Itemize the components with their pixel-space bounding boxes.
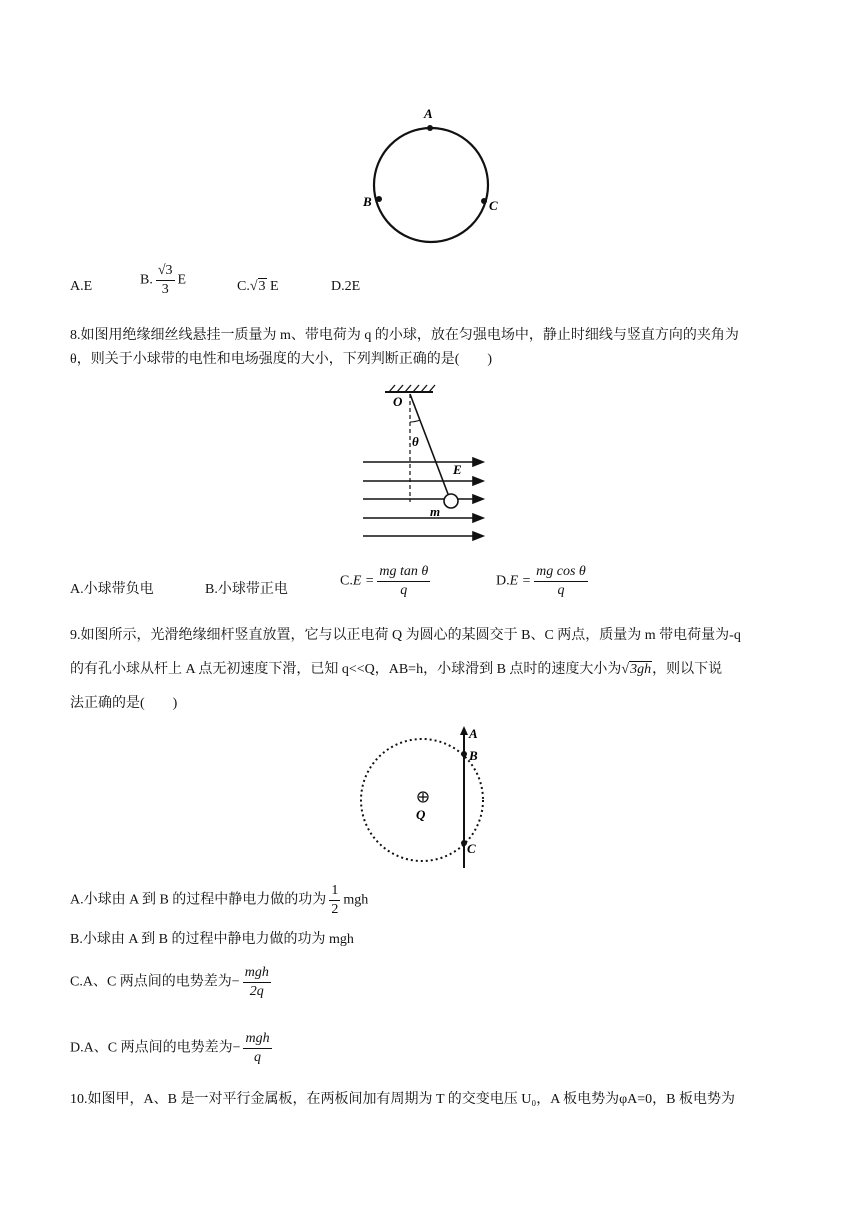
- q9-rod-arrow: [460, 726, 468, 735]
- q9-option-a[interactable]: A.小球由 A 到 B 的过程中静电力做的功为 $\frac{1}{2}$ mgh: [70, 883, 369, 917]
- q8-angle-arc: [410, 420, 420, 422]
- q7-circle: [374, 128, 488, 242]
- q8-option-c[interactable]: C.E = $\frac{\text{mg tan θ}}{q}$: [340, 564, 429, 598]
- q9-option-a-fraction: $\frac{1}{2}$: [331, 883, 339, 917]
- q7-point-c: [481, 198, 487, 204]
- q8-label-m: m: [430, 504, 441, 519]
- q8-label-o: O: [393, 394, 403, 409]
- q8-option-a[interactable]: A.小球带负电: [70, 582, 154, 597]
- q10-stem-line1: 10.如图甲，A、B 是一对平行金属板，在两板间加有周期为 T 的交变电压 U₀，A 板电势为φA=0，B 板电势为: [70, 1092, 735, 1107]
- q7-circle-figure: [350, 100, 520, 250]
- q9-label-a: A: [469, 726, 478, 741]
- q8-option-b[interactable]: B.小球带正电: [205, 582, 288, 597]
- q7-option-b-fraction: $\frac{√3}{3}$: [157, 263, 173, 297]
- q7-label-c: C: [489, 198, 498, 213]
- q7-option-c-sqrt: √3: [249, 279, 266, 294]
- q8-label-theta: θ: [412, 434, 419, 449]
- q8-ball: [444, 494, 458, 508]
- q8-ceiling-hatch: [389, 385, 435, 392]
- q9-point-b: [461, 751, 467, 757]
- q9-rod-circle-figure: [350, 722, 500, 872]
- q9-stem-line3: 法正确的是( ): [70, 696, 178, 711]
- q9-stem-line1: 9.如图所示，光滑绝缘细杆竖直放置，它与以正电荷 Q 为圆心的某圆交于 B、C 两点，质量为 m 带电荷量为-q: [70, 628, 741, 643]
- q9-speed-sqrt: √3gh: [621, 662, 652, 677]
- q7-point-a: [427, 125, 433, 131]
- q7-option-d[interactable]: D.2E: [331, 279, 361, 294]
- q8-option-d-fraction: $\frac{\text{mg cos θ}}{q}$: [536, 564, 586, 598]
- q9-option-b[interactable]: B.小球由 A 到 B 的过程中静电力做的功为 mgh: [70, 932, 354, 947]
- q8-field-lines: [363, 458, 483, 540]
- q8-stem-line1: 8.如图用绝缘细丝线悬挂一质量为 m、带电荷为 q 的小球，放在匀强电场中，静止时细线与竖直方向的夹角为: [70, 328, 739, 343]
- q9-option-c[interactable]: C.A、C 两点间的电势差为− $\frac{\text{mgh}}{2q}$: [70, 965, 269, 999]
- q8-stem-line2: θ，则关于小球带的电性和电场强度的大小，下列判断正确的是( ): [70, 352, 493, 367]
- q8-label-e: E: [453, 462, 462, 477]
- q7-label-a: A: [424, 106, 433, 121]
- q8-option-c-fraction: $\frac{\text{mg tan θ}}{q}$: [379, 564, 429, 598]
- q7-point-b: [376, 196, 382, 202]
- q9-label-b: B: [469, 748, 478, 763]
- q9-label-q: Q: [416, 807, 426, 822]
- q7-option-a[interactable]: A.E: [70, 279, 93, 294]
- q9-label-c: C: [467, 841, 476, 856]
- q7-label-b: B: [363, 194, 372, 209]
- q8-option-d[interactable]: D.E = $\frac{\text{mg cos θ}}{q}$: [496, 564, 586, 598]
- q7-option-b[interactable]: B. $\frac{√3}{3}$ E: [140, 263, 187, 297]
- q9-stem-line2: 的有孔小球从杆上 A 点无初速度下滑，已知 q<<Q，AB=h，小球滑到 B 点时的速度大小为√3gh，则以下说: [70, 660, 722, 680]
- q9-option-d[interactable]: D.A、C 两点间的电势差为− $\frac{\text{mgh}}{q}$: [70, 1031, 270, 1065]
- q9-option-d-fraction: $\frac{\text{mgh}}{q}$: [245, 1031, 270, 1065]
- q7-option-c[interactable]: C.√3 E: [237, 279, 279, 294]
- q9-option-c-fraction: $\frac{\text{mgh}}{2q}$: [244, 965, 269, 999]
- q8-pendulum-figure: [355, 380, 505, 545]
